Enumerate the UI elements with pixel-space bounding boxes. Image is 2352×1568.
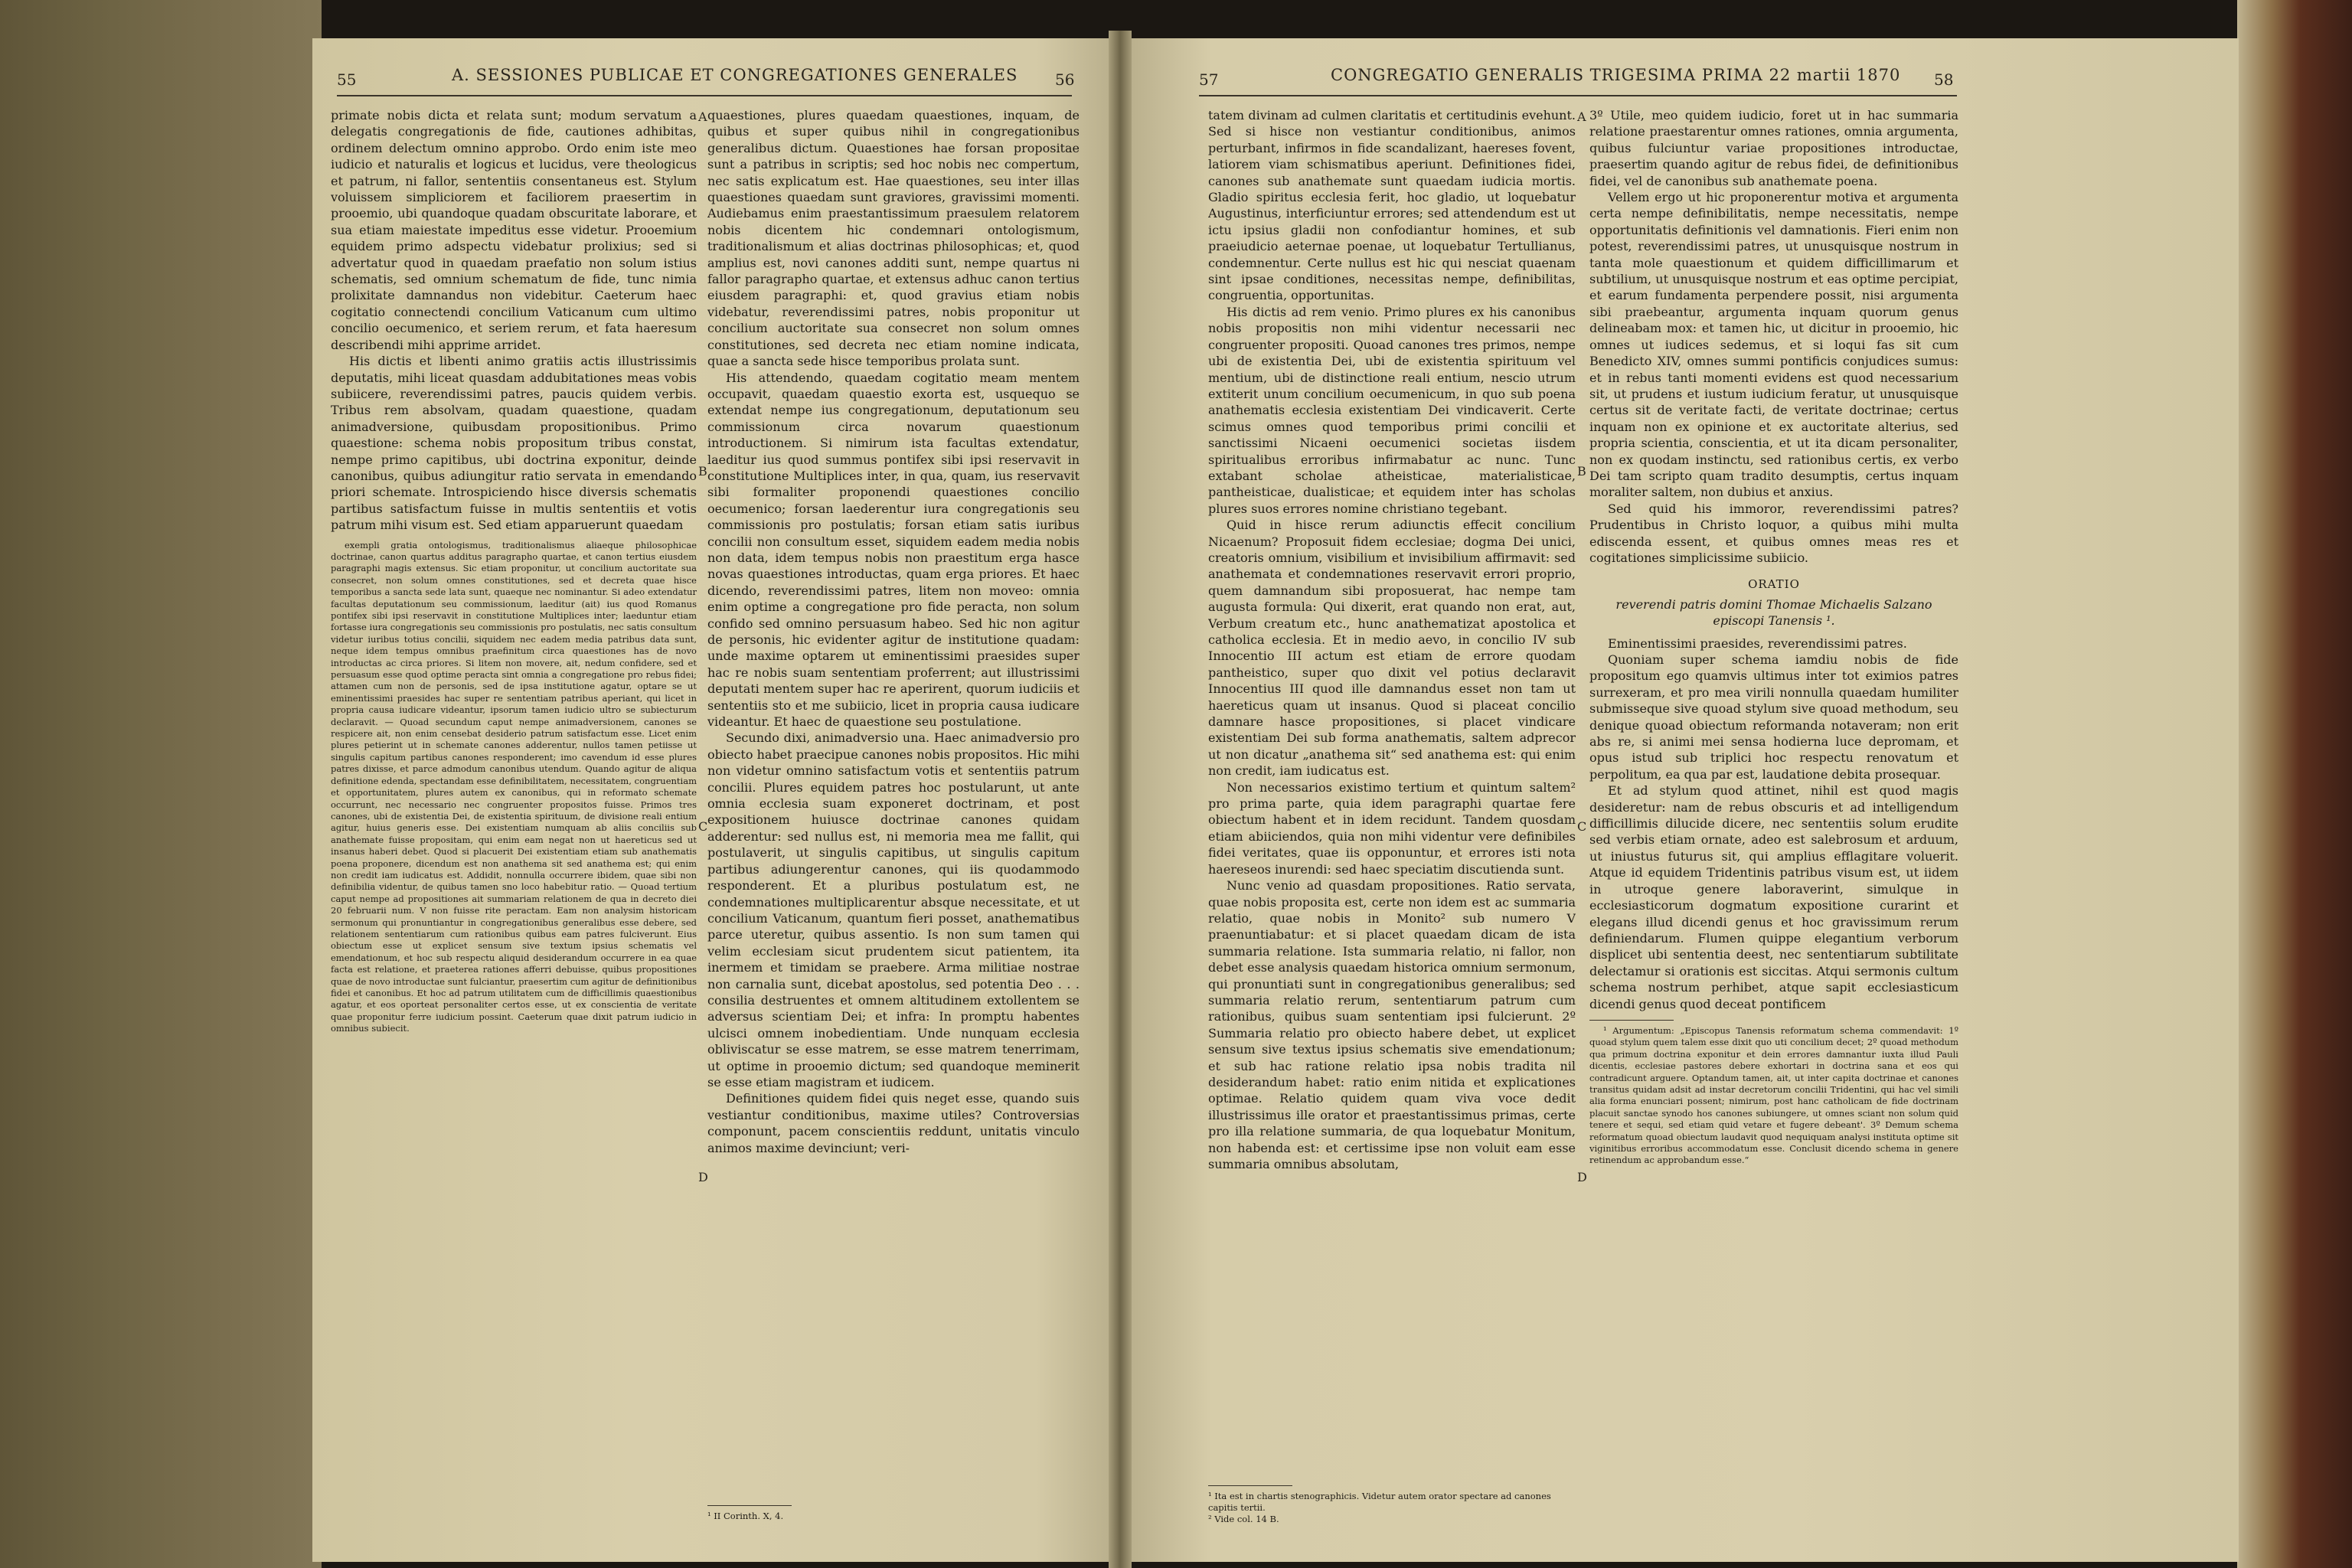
paragraph: His dictis ad rem venio. Primo plures ex his canonibus nobis propositis non mihi videntur necessarii nec congruenter propositi. Quoad canones tres primos, nempe ubi de existentia Dei, ubi de existentia spirituum vel mentium, ubi de distinctione reali entium, nescio utrum extiterit unum concilium oecumenicum, in quo sub poena anathematis ecclesia existentiam Dei vindicaverit. Certe scimus omnes quod temporibus primi concilii et sanctissimi Nicaeni oecumenici societas iisdem spiritualibus erroribus infirmabatur ac nunc. Tunc extabant scholae atheisticae, materialisticae, pantheisticae, dualisticae; et equidem inter has scholas plures suos errores nomine christiano tegebant. xyxy=(1208,304,1576,516)
speech-title: reverendi patris domini Thomae Michaelis Salzano episcopi Tanensis ¹. xyxy=(1615,596,1932,629)
paragraph: Definitiones quidem fidei quis neget esse, quando suis vestiantur conditionibus, maxime utiles? Controversias componunt, pacem conscientiis reddunt, unitatis vinculo animos maxime devinciunt; veri- xyxy=(707,1091,1080,1155)
paragraph: quaestiones, plures quaedam quaestiones, inquam, de quibus et super quibus nihil in congregationibus generalibus dictum. Quaestiones hae forsan propositae sunt a patribus in scriptis; sed hoc nobis nec compertum, nec satis explicatum est. Hae quaestiones, seu inter illas quaestiones quaedam sunt graviores, gravissimi momenti. Audiebamus enim praestantissimum praesulem relatorem nobis dicentem hic condemnari ontologismum, traditionalismum et alias doctrinas philosophicas; et, quod amplius est, novi canones additi sunt, nempe quartus ni fallor paragrapho quartae, et extensus adhuc canon tertius eiusdem paragraphi: et, quod gravius etiam nobis videbatur, reverendissimi patres, nobis proponitur ut concilium auctoritate sua consecret non solum omnes constitutiones, sed decreta nec etiam nomine indicata, quae a sancta sede hisce temporibus prolata sunt. xyxy=(707,108,1080,369)
paragraph: His dictis et libenti animo gratiis actis illustrissimis deputatis, mihi liceat quasdam addubitationes meas vobis subiicere, reverendissimi patres, paucis quidem verbis. Tribus rem absolvam, quadam quaestione, quadam animadversione, quibusdam propositionibus. Primo quaestione: schema nobis propositum tribus constat, nempe primo capitibus, ubi doctrina exponitur, deinde canonibus, quibus adiungitur ratio servata in emendando priori schemate. Introspiciendo hisce diversis schematis partibus satisfactum fuisse in multis sententiis et votis patrum mihi visum est. Sed etiam apparuerunt quaedam xyxy=(331,354,697,533)
margin-letter-a: A xyxy=(698,109,707,124)
paragraph: Nunc venio ad quasdam propositiones. Ratio servata, quae nobis proposita est, certe non idem est ac summaria relatio, quae nobis in Monito² sub numero V praenuntiabatur: et si placet quaedam dicam de ista summaria relatione. Ista summaria relatio, ni fallor, non debet esse analysis quaedam historica omnium sermonum, qui pronuntiati sunt in congregationibus generalibus; sed summaria relatio rerum, sententiarum patrum cum rationibus, quibus suam sententiam ipsi fulcierunt. 2º Summaria relatio pro obiecto habere debet, ut explicet sensum sive textus ipsius schematis sive emendationum; et sub hac ratione relatio ipsa nobis tradita nil desiderandum habet: ratio enim nitida et explicationes optimae. Relatio quidem quam viva voce dedit illustrissimus ille orator et praestantissimus primas, certe pro illa relatione summaria, de qua loquebatur Monitum, non habenda est: et certissime ipse non voluit eam esse summaria omnibus absolutam, xyxy=(1208,878,1576,1171)
header-rule-right xyxy=(1199,95,1957,96)
footnote-text: ² Vide col. 14 B. xyxy=(1208,1514,1279,1524)
page-number-58: 58 xyxy=(1934,70,1954,89)
book-left-edge xyxy=(0,0,322,1568)
paragraph: Quid in hisce rerum adiunctis effecit concilium Nicaenum? Proposuit fidem ecclesiae; dogma Dei unici, creatoris omnium, visibilium et invisibilium affirmavit: sed anathemata et condemnationes reservavit errori proprio, quem damnandum sibi proposuerat, hac nempe tam augusta formula: Qui dixerit, erat quando non erat, aut, Verbum creatum etc., hunc anathematizat apostolica et catholica ecclesia. Et in medio aevo, in concilio IV sub Innocentio III actum est etiam de errore quodam pantheistico, super quo dixit vel potius declaravit Innocentius III quod ille damnandus esset non tam ut haereticus quam ut insanus. Quod si placeat concilio damnare hasce propositiones, si placet vindicare existentiam Dei sub forma anathematis, saltem adprecor ut non dicatur „anathema sit“ sed anathema est: qui enim non credit, iam iudicatus est. xyxy=(1208,518,1576,779)
book-gutter xyxy=(1109,31,1132,1568)
book-right-edge xyxy=(2237,0,2352,1568)
text-column-2 xyxy=(707,107,1080,1516)
footnote-rule xyxy=(1589,1020,1674,1021)
section-heading: ORATIO xyxy=(1748,577,1800,592)
footnotes-col3 xyxy=(1208,1478,1576,1525)
paragraph: Et ad stylum quod attinet, nihil est quod magis desideretur: nam de rebus obscuris et ad intelligendum difficillimis dilucide dicere, nec sententiis solum erudite sed verbis etiam ornate, adeo est salebrosum et arduum, ut iniustus futurus sit, qui amplius efflagitare voluerit. Atque id equidem Tridentinis patribus visum est, ut iidem in utroque genere laboraverint, simulque in ecclesiasticorum dogmatum expositione curarint et elegans illud dicendi genus et hoc gravissimum rerum definiendarum. Flumen quippe elegantium verborum displicet ubi sententia deest, nec sententiarum subtilitate delectamur si orationis est siccitas. Atqui sermonis cultum schema nostrum perhibet, atque sapit ecclesiasticum dicendi genus quod deceat pontificem xyxy=(1589,783,1958,1011)
footnote-text: ¹ Ita est in chartis stenographicis. Videtur autem orator spectare ad canones capitis tertii. xyxy=(1208,1491,1551,1513)
footnote-rule xyxy=(707,1505,792,1506)
text-column-1 xyxy=(331,107,697,1547)
footnote-text: exempli gratia ontologismus, traditionalismus aliaeque philosophicae doctrinae, canon quartus additus paragrapho quartae, et canon tertius eiusdem paragraphi magis extensus. Sic etiam proponitur, ut concilium auctoritate sua consecret, non solum omnes constitutiones, sed et decreta quae hisce temporibus a sancta sede lata sunt, quaeque nec nominantur. Si adeo extendatur facultas deputationum seu commissionum, laeditur (ait) ius quod Romanus pontifex sibi ipsi reservavit in constitutione Multiplices inter; laeduntur etiam fortasse iura congregationis seu commissionis pro postulatis, nec satis consultum videtur iuribus totius concilii, siquidem nec eadem media patribus data sunt, neque idem tempus omnibus praefinitum circa quaestiones has de novo introductas ac circa priores. Si litem non movere, ait, nedum confidere, sed et persuasum esse quod optime peracta sint omnia a congregatione pro rebus fidei; attamen cum non de personis, sed de ipsa institutione agatur, optare se ut eminentissimi praesides hac super re sententiam patribus aperiant, qui licet in propria causa iudicare videantur, ipsorum tamen iudicio ultro se subiecturum declaravit. — Quoad secundum caput nempe animadversionem, canones se respicere ait, non enim censebat desiderio patrum satisfactum esse. Licet enim plures petierint ut in schemate canones adderentur, nullos tamen petiisse ut singulis capitum partibus canones responderent; imo cavendum id esse plures patres dixisse, et parce admodum canonibus utendum. Quando agitur de aliqua definitione edenda, spectandam esse definibilitatem, necessitatem, congruentiam et opportunitatem, plures autem ex canonibus, qui in reformato schemate occurrunt, nec necessario nec congruenter propositos fuisse. Primos tres canones, ubi de existentia Dei, de existentia spirituum, de divisione reali entium agitur, huius generis esse. Dei existentiam numquam ab aliis conciliis sub anathemate fuisse propositam, qui enim eam negat non ut haereticus sed ut insanus haberi debet. Quod si placuerit Dei existentiam etiam sub anathematis poena proponere, dicendum est non anathema sit sed anathema est; qui enim non credit iam iudicatus est. Addidit, nonnulla occurrere ibidem, quae sibi non definibilia videntur, de quibus tamen sno loco habebitur ratio. — Quoad tertium caput nempe ad propositiones ait summariam relationem de qua in decreto diei 20 februarii num. V non fuisse rite peractam. Eam non analysim historicam sermonum qui pronuntiantur in congregationibus generalibus esse debere, sed relationem sententiarum cum rationibus quibus eam patres fulciverunt. Eius obiectum esse ut explicet sensum sive textum ipsius schematis vel emendationum, et hoc sub respectu aliquid desiderandum occurrere in ea quae facta est relatione, et praeterea rationes afferri debuisse, quibus propositiones quae de novo introductae sunt fulciantur, praesertim cum agitur de definitionibus fidei et canonibus. Et hoc ad patrum utilitatem cum de difficillimis quaestionibus agatur, et eos oporteat personaliter certos esse, ut ex conscientia de veritate quae proponitur ferre iudicium possint. Caeterum quae dixit patrum iudicio in omnibus subiecit. xyxy=(331,539,697,1034)
footnote-text: ¹ Argumentum: „Episcopus Tanensis reformatum schema commendavit: 1º quoad stylum quem talem esse dixit quo uti concilium decet; 2º quoad methodum qua primum doctrina exponitur et dein errores damnantur iuxta illud Pauli dicentis, ecclesiae pastores debere exhortari in doctrina sana et eos qui contradicunt arguere. Optandum tamen, ait, ut inter capita doctrinae et canones transitus quidam adsit ad instar decretorum concilii Tridentini, qui hac vel simili alia forma enunciari possent; nimirum, post hanc catholicam de fide doctrinam placuit sanctae synodo hos canones subiungere, ut omnes sciant non solum quid tenere et sequi, sed etiam quid vetare et fugere debeant'. 3º Demum schema reformatum quoad obiectum laudavit quod nequiquam analysi instituta optime sit viginitibus erroribus accommodatum esse. Conclusit dicendo schema in genere retinendum ac approbandum esse.“ xyxy=(1589,1024,1958,1166)
margin-letter-d-right: D xyxy=(1577,1170,1587,1184)
footnote-col2 xyxy=(707,1498,1080,1522)
paragraph: 3º Utile, meo quidem iudicio, foret ut in hac summaria relatione praestarentur omnes rationes, omnia argumenta, quibus fulciuntur variae propositiones introductae, praesertim quando agitur de rebus fidei, de definitionibus fidei, vel de canonibus sub anathemate poena. xyxy=(1589,108,1958,188)
margin-letter-a-right: A xyxy=(1577,109,1586,124)
margin-letter-d: D xyxy=(698,1170,708,1184)
paragraph: Vellem ergo ut hic proponerentur motiva et argumenta certa nempe definibilitatis, nempe necessitatis, nempe opportunitatis definitionis vel damnationis. Fieri enim non potest, reverendissimi patres, ut unusquisque nostrum in tanta mole quaestionum et quidem difficillimarum et subtilium, ut unusquisque nostrum et eas optime percipiat, et earum fundamenta perpendere possit, nisi argumenta sibi praebeantur, argumenta inquam quorum genus delineabam mox: et tamen hic, ut dicitur in prooemio, hic omnes ut iudices sedemus, et si loqui fas sit cum Benedicto XIV, omnes summi pontificis conjudices sumus: et in rebus tanti momenti evidens est quod necessarium sit, ut prudens et iustum iudicium feratur, ut unusquisque certus sit de veritate facti, de veritate doctrinae; certus inquam non ex opinione et ex auctoritate alterius, sed propria scientia, conscientia, et ut ita dicam personaliter, non ex quodam instinctu, sed rationibus certis, ex verbo Dei tam scripto quam tradito desumptis, certus inquam moraliter saltem, non dubius et anxius. xyxy=(1589,190,1958,500)
paragraph: Eminentissimi praesides, reverendissimi patres. xyxy=(1608,635,1907,651)
margin-letter-c-right: C xyxy=(1577,819,1587,834)
margin-letter-b: B xyxy=(698,464,707,479)
page-number-55: 55 xyxy=(337,70,357,89)
paragraph: primate nobis dicta et relata sunt; modum servatum a delegatis congregationis de fide, cautiones adhibitas, ordinem delectum omnino approbo. Ordo enim iste meo iudicio et naturalis et logicus et lucidus, vere theologicus et patrum, ni fallor, sententiis consentaneus est. Stylum voluissem simpliciorem et faciliorem praesertim in prooemio, ubi quandoque quadam obscuritate laborare, et sua etiam maiestate impeditus esse videtur. Prooemium equidem primo adspectu videbatur prolixius; sed si advertatur quod in quaedam praefatio non solum istius schematis, sed omnium schematum de fide, tunc nimia prolixitate damnandus non videbitur. Caeterum haec cogitatio connectendi concilium Vaticanum cum ultimo concilio oecumenico, et seriem rerum, et fata haeresum describendi mihi apprime arridet. xyxy=(331,108,697,352)
margin-letter-b-right: B xyxy=(1577,464,1586,479)
header-rule-left xyxy=(337,95,1072,96)
footnote-rule xyxy=(1208,1485,1292,1486)
text-column-4 xyxy=(1589,107,1958,1547)
margin-letter-c: C xyxy=(698,819,708,834)
text-column-3 xyxy=(1208,107,1576,1470)
paragraph: His attendendo, quaedam cogitatio meam mentem occupavit, quaedam quaestio exorta est, usquequo se extendat nempe ius congregationum, deputationum seu commissionum circa novarum quaestionum introductionem. Si nimirum ista facultas extendatur, laeditur ius quod summus pontifex sibi ipsi reservavit in constitutione Multiplices inter, in qua, quam, ius reservavit sibi formaliter proponendi quaestiones concilio oecumenico; forsan laederentur iura congregationis seu commissionis pro postulatis; forsan etiam satis iuribus concilii non consultum esset, siquidem eadem media nobis non data, idem tempus nobis non praestitum erga hasce novas quaestiones introductas, quam erga priores. Et haec dicendo, reverendissimi patres, litem non moveo: omnia enim optime a congregatione pro fide peracta, non solum confido sed omnino persuasum habeo. Sed hic non agitur de personis, hic evidenter agitur de institutione quadam: unde maxime optarem ut eminentissimi praesides super hac re nobis suam sententiam proferrent; aut illustrissimi deputati mentem super hac re aperirent, quorum iudiciis et sententiis sto et me subiicio, licet in propria causa iudicare videantur. Et haec de quaestione seu postulatione. xyxy=(707,370,1080,730)
paragraph: Secundo dixi, animadversio una. Haec animadversio pro obiecto habet praecipue canones nobis propositos. Hic mihi non videtur omnino satisfactum votis et sententiis patrum concilii. Plures equidem patres hoc postularunt, ut ante omnia ecclesia suam exponeret doctrinam, et post expositionem huiusce doctrinae canones quidam adderentur: sed nullus est, ni memoria mea me fallit, qui postulaverit, ut singulis capitibus, ut singulis capitum partibus adiungerentur canones, qui iis quodammodo responderent. Et a pluribus postulatum est, ne condemnationes multiplicarentur absque necessitate, et ut concilium Vaticanum, quantum fieri posset, anathematibus parce uteretur, quibus assentio. Is non sum tamen qui velim ecclesiam sicut prudentem sicut patientem, ita inermem et timidam se praebere. Arma militiae nostrae non carnalia sunt, dicebat apostolus, sed potentia Deo . . . consilia destruentes et omnem altitudinem extollentem se adversus scientiam Dei; et infra: In promptu habentes ulcisci omnem inobedientiam. Unde nunquam ecclesia obliviscatur se esse matrem, se esse matrem tenerrimam, ut optime in prooemio dictum; sed quandoque meminerit se esse etiam magistram et iudicem. xyxy=(707,730,1080,1089)
paragraph: Non necessarios existimo tertium et quintum saltem² pro prima parte, quia idem paragraphi quartae fere obiectum habent et in idem recidunt. Tandem quosdam etiam abiiciendos, quia non mihi videntur vere definibiles fidei veritates, quae iis opponuntur, et errores isti nota haereseos inurendi: sed haec speciatim discutienda sunt. xyxy=(1208,779,1576,877)
footnote-block xyxy=(331,540,697,1035)
page-number-57: 57 xyxy=(1199,70,1219,89)
footnote-block xyxy=(1589,1020,1958,1167)
running-head-right: CONGREGATIO GENERALIS TRIGESIMA PRIMA 22 martii 1870 xyxy=(1331,66,1901,84)
paragraph: Sed quid his immoror, reverendissimi patres? Prudentibus in Christo loquor, a quibus mihi multa ediscenda essent, et quibus omnes meas res et cogitationes simplicissime subiicio. xyxy=(1589,501,1958,565)
paragraph: tatem divinam ad culmen claritatis et certitudinis evehunt. Sed si hisce non vestiantur conditionibus, animos perturbant, infirmos in fide scandalizant, haereses fovent, latiorem viam schismatibus aperiunt. Definitiones fidei, canones sub anathemate sunt quaedam iudicia mortis. Gladio spiritus ecclesia ferit, hoc gladio, ut loquebatur Augustinus, interficiuntur errores; sed attendendum est ut ictu ipsius gladii non confodiantur homines, et sub praeiudicio aeternae poenae, ut loquebatur Tertullianus, condemnentur. Certe nullus est hic qui nesciat quaenam sint ipsae conditiones, necessitas nempe, definibilitas, congruentia, opportunitas. xyxy=(1208,108,1576,303)
page-number-56: 56 xyxy=(1055,70,1075,89)
paragraph: Quoniam super schema iamdiu nobis de fide propositum ego quamvis ultimus inter tot eximios patres surrexeram, et pro mea virili nonnulla quaedam humiliter submisseque sive quoad stylum sive quoad methodum, seu denique quoad obiectum reformanda notaveram; non erit abs re, si animi mei sensa hodierna luce depromam, et opus istud sub triplici hoc respectu renovatum et perpolitum, ea qua par est, laudatione debita prosequar. xyxy=(1589,652,1958,782)
footnote-text: ¹ II Corinth. X, 4. xyxy=(707,1511,784,1521)
running-head-left: A. SESSIONES PUBLICAE ET CONGREGATIONES GENERALES xyxy=(452,66,1018,84)
